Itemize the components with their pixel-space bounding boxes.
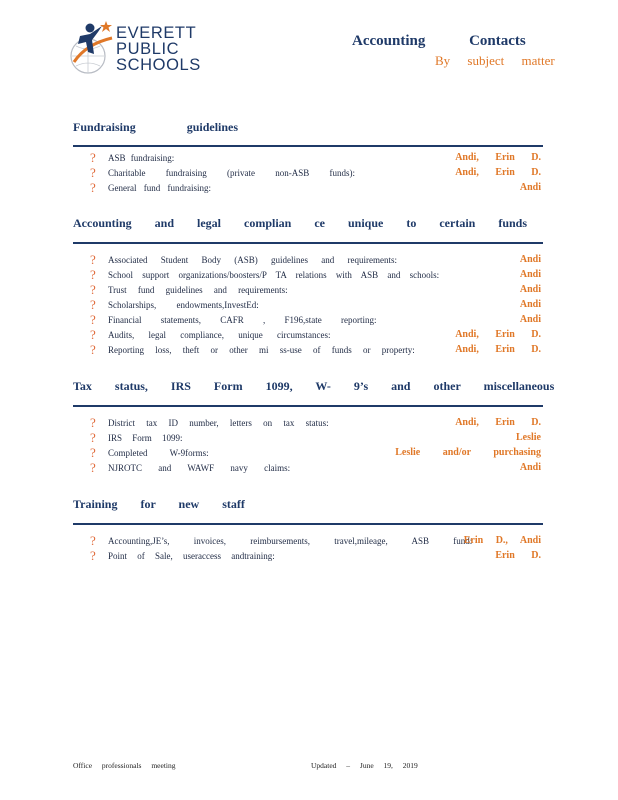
item-text: Accounting,JE’s, invoices, reimbursements, travel,mileage, ASB fund: xyxy=(108,536,473,546)
item-text: Audits, legal compliance, unique circumstances: xyxy=(108,330,331,340)
item-contacts: Andi xyxy=(519,299,541,310)
section-divider xyxy=(73,145,543,147)
list-item xyxy=(90,344,541,359)
section-title: Fundraising guidelines xyxy=(73,120,239,134)
globe-person-icon xyxy=(68,18,116,78)
district-logo xyxy=(68,18,208,80)
item-text: Scholarships, endowments,InvestEd: xyxy=(108,300,259,310)
logo-wordmark xyxy=(116,25,201,73)
item-contacts: Leslie and/or purchasing xyxy=(395,447,541,458)
bullet-icon: ? xyxy=(90,533,96,548)
item-contacts: Erin D., Andi xyxy=(463,535,541,546)
item-text: Point of Sale, useraccess andtraining: xyxy=(108,551,275,561)
bullet-icon: ? xyxy=(90,445,96,460)
page-title: Accounting Contacts xyxy=(352,33,526,49)
section-tax-status xyxy=(73,379,555,475)
list-item xyxy=(90,182,541,197)
item-contacts: Andi, Erin D. xyxy=(455,344,541,355)
section-title: Training for new staff xyxy=(73,497,245,511)
section-title: Tax status, IRS Form 1099, W- 9’s and other miscellaneous xyxy=(73,379,555,393)
item-text: Completed W-9forms: xyxy=(108,448,209,458)
logo-line-1: EVERETT xyxy=(116,24,197,42)
bullet-icon: ? xyxy=(90,415,96,430)
list-item xyxy=(90,462,541,477)
item-contacts: Andi xyxy=(519,254,541,265)
bullet-icon: ? xyxy=(90,282,96,297)
list-item xyxy=(90,432,541,447)
item-contacts: Andi xyxy=(519,462,541,473)
item-contacts: Andi, Erin D. xyxy=(455,167,541,178)
item-text: District tax ID number, letters on tax status: xyxy=(108,418,329,428)
bullet-icon: ? xyxy=(90,548,96,563)
section-divider xyxy=(73,405,543,407)
item-contacts: Andi, Erin D. xyxy=(455,417,541,428)
item-contacts: Andi xyxy=(519,284,541,295)
bullet-icon: ? xyxy=(90,327,96,342)
bullet-icon: ? xyxy=(90,297,96,312)
list-item xyxy=(90,329,541,344)
list-item xyxy=(90,417,541,432)
list-item xyxy=(90,167,541,182)
item-text: General fund fundraising: xyxy=(108,183,211,193)
bullet-icon: ? xyxy=(90,460,96,475)
footer-updated: Updated – June 19, 2019 xyxy=(311,761,418,770)
list-item xyxy=(90,299,541,314)
bullet-icon: ? xyxy=(90,165,96,180)
item-text: NJROTC and WAWF navy claims: xyxy=(108,463,291,473)
bullet-icon: ? xyxy=(90,430,96,445)
item-contacts: Andi, Erin D. xyxy=(455,152,541,163)
item-text: Reporting loss, theft or other mi ss-use of funds or property: xyxy=(108,345,415,355)
logo-line-2: PUBLIC xyxy=(116,40,180,58)
list-item xyxy=(90,314,541,329)
item-text: ASB fundraising: xyxy=(108,153,175,163)
list-item xyxy=(90,254,541,269)
item-contacts: Leslie xyxy=(516,432,541,443)
bullet-icon: ? xyxy=(90,342,96,357)
list-item xyxy=(90,447,541,462)
list-item xyxy=(90,535,541,550)
bullet-icon: ? xyxy=(90,312,96,327)
bullet-icon: ? xyxy=(90,150,96,165)
section-fundraising xyxy=(73,120,543,195)
item-text: IRS Form 1099: xyxy=(108,433,183,443)
section-training xyxy=(73,497,543,563)
item-text: Trust fund guidelines and requirements: xyxy=(108,285,288,295)
item-contacts: Andi xyxy=(519,182,541,193)
section-accounting-legal xyxy=(73,216,543,357)
bullet-icon: ? xyxy=(90,252,96,267)
section-divider xyxy=(73,242,543,244)
list-item xyxy=(90,152,541,167)
item-contacts: Andi, Erin D. xyxy=(455,329,541,340)
page-subtitle: By subject matter xyxy=(435,53,555,68)
list-item xyxy=(90,269,541,284)
item-text: Charitable fundraising (private non-ASB funds): xyxy=(108,168,355,178)
item-contacts: Andi xyxy=(519,314,541,325)
list-item xyxy=(90,550,541,565)
bullet-icon: ? xyxy=(90,267,96,282)
item-text: Associated Student Body (ASB) guidelines and requirements: xyxy=(108,255,397,265)
item-contacts: Andi xyxy=(519,269,541,280)
item-contacts: Erin D. xyxy=(495,550,541,561)
section-title: Accounting and legal complian ce unique to certain funds xyxy=(73,216,528,230)
list-item xyxy=(90,284,541,299)
bullet-icon: ? xyxy=(90,180,96,195)
item-text: School support organizations/boosters/P TA relations with ASB and schools: xyxy=(108,270,440,280)
logo-line-3: SCHOOLS xyxy=(116,56,201,74)
section-divider xyxy=(73,523,543,525)
footer-left: Office professionals meeting xyxy=(73,761,176,770)
item-text: Financial statements, CAFR , F196,state reporting: xyxy=(108,315,377,325)
